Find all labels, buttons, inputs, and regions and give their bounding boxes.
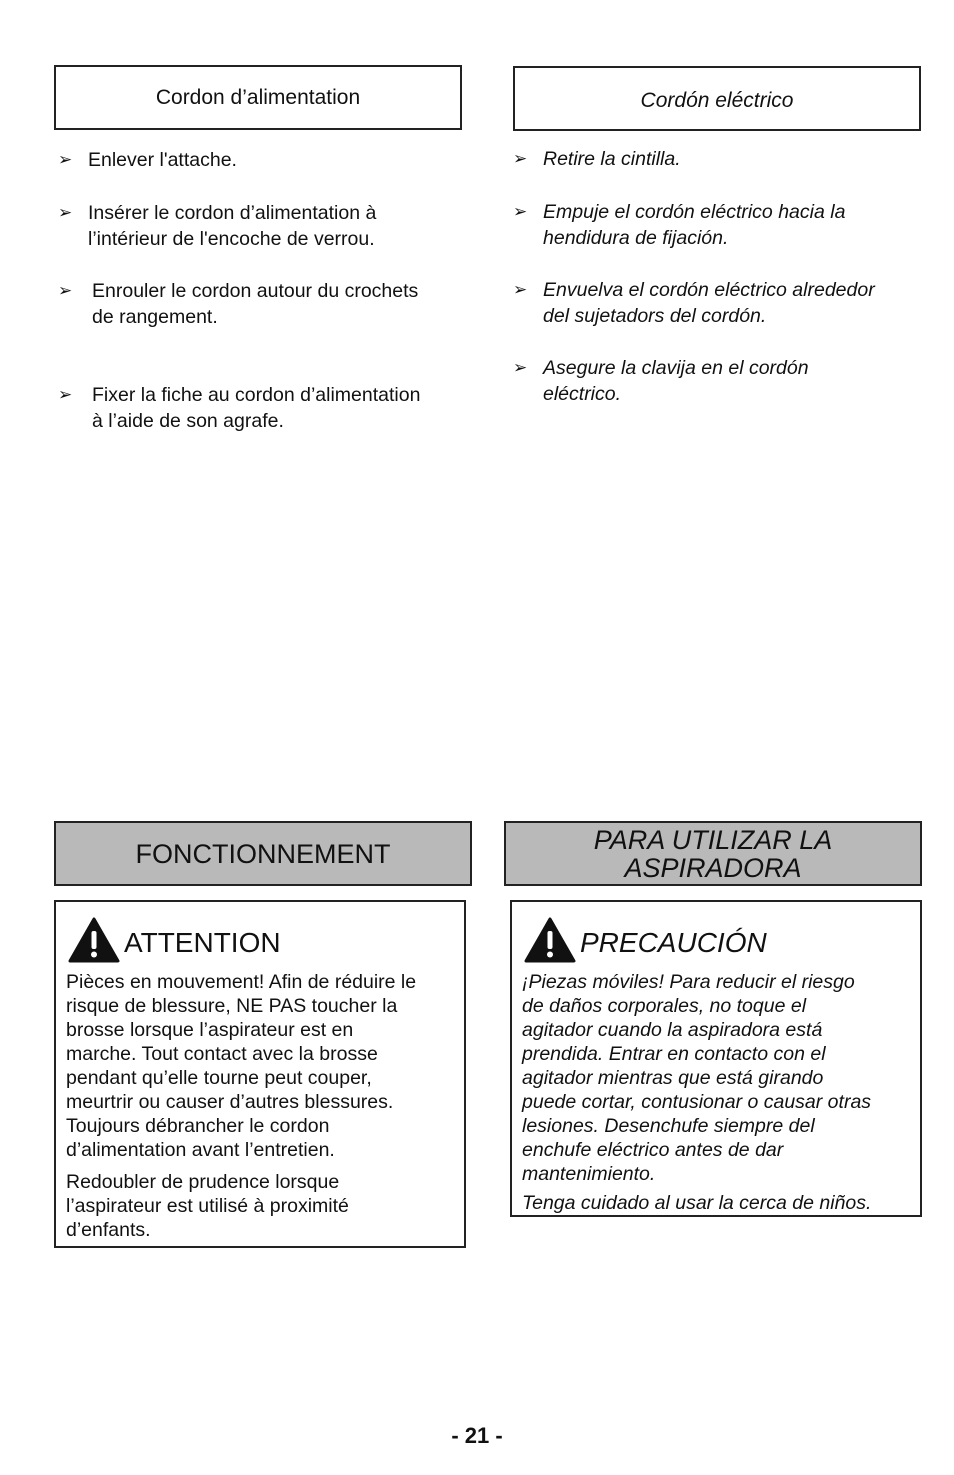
arrow-bullet-icon: ➢ xyxy=(513,202,528,221)
es-step-4: ➢ Asegure la clavija en el cordón eléctrico. xyxy=(513,357,809,405)
arrow-bullet-icon: ➢ xyxy=(58,150,73,169)
es-warning-title: PRECAUCIÓN xyxy=(580,927,767,958)
fr-step-4: ➢ Fixer la fiche au cordon d’alimentation à l’aide de son agrafe. xyxy=(58,384,421,432)
fr-warning-text: Pièces en mouvement! Afin de réduire le risque de blessure, NE PAS toucher la brosse lorsque l’aspirateur est en marche. Tout contact avec la brosse pendant qu’elle tourne peut couper, meurtrir ou causer d’autres blessures. Toujours débrancher le cordon d’alimentation avant l’entretien. xyxy=(66,971,417,1161)
fr-step-1: ➢ Enlever l'attache. xyxy=(58,149,237,171)
es-warning-box xyxy=(510,900,922,1217)
arrow-bullet-icon: ➢ xyxy=(58,203,73,222)
es-warning-text: ¡Piezas móviles! Para reducir el riesgo de daños corporales, no toque el agitador cuando la aspiradora está prendida. Entrar en contacto con el agitador mientras que está girando puede cortar, contusionar o causar otras lesiones. Desenchufe siempre del enchufe eléctrico antes de dar mantenimiento. xyxy=(522,971,872,1185)
fr-warning-children-text: Redoubler de prudence lorsque l’aspirateur est utilisé à proximité d’enfants. xyxy=(66,1171,349,1241)
arrow-bullet-icon: ➢ xyxy=(58,281,73,300)
fr-step-2: ➢ Insérer le cordon d’alimentation à l’intérieur de l'encoche de verrou. xyxy=(58,202,377,250)
fr-section-title: FONCTIONNEMENT xyxy=(135,838,391,869)
arrow-bullet-icon: ➢ xyxy=(513,280,528,299)
page-number: - 21 - xyxy=(451,1423,503,1448)
arrow-bullet-icon: ➢ xyxy=(58,385,73,404)
warning-triangle-icon xyxy=(524,917,576,963)
es-warning-header xyxy=(524,910,910,970)
arrow-bullet-icon: ➢ xyxy=(513,149,528,168)
fr-step-3: ➢ Enrouler le cordon autour du crochets de rangement. xyxy=(58,280,419,328)
fr-warning-box xyxy=(54,900,466,1248)
es-step-3: ➢ Envuelva el cordón eléctrico alrededor del sujetadors del cordón. xyxy=(513,279,875,327)
es-cord-title-box xyxy=(513,66,921,131)
es-step-1: ➢ Retire la cintilla. xyxy=(513,148,681,170)
fr-cord-title: Cordon d’alimentation xyxy=(155,85,361,109)
warning-triangle-icon xyxy=(68,917,120,963)
arrow-bullet-icon: ➢ xyxy=(513,358,528,377)
fr-warning-header xyxy=(68,910,454,970)
es-cord-title: Cordón eléctrico xyxy=(640,88,794,112)
es-section-title-box xyxy=(504,821,922,886)
es-warning-children-text: Tenga cuidado al usar la cerca de niños. xyxy=(522,1192,872,1214)
es-section-title: PARA UTILIZAR LA ASPIRADORA xyxy=(593,824,833,883)
fr-cord-title-box xyxy=(54,65,462,130)
fr-warning-title: ATTENTION xyxy=(124,927,281,958)
es-step-2: ➢ Empuje el cordón eléctrico hacia la hendidura de fijación. xyxy=(513,201,846,249)
fr-section-title-box xyxy=(54,821,472,886)
